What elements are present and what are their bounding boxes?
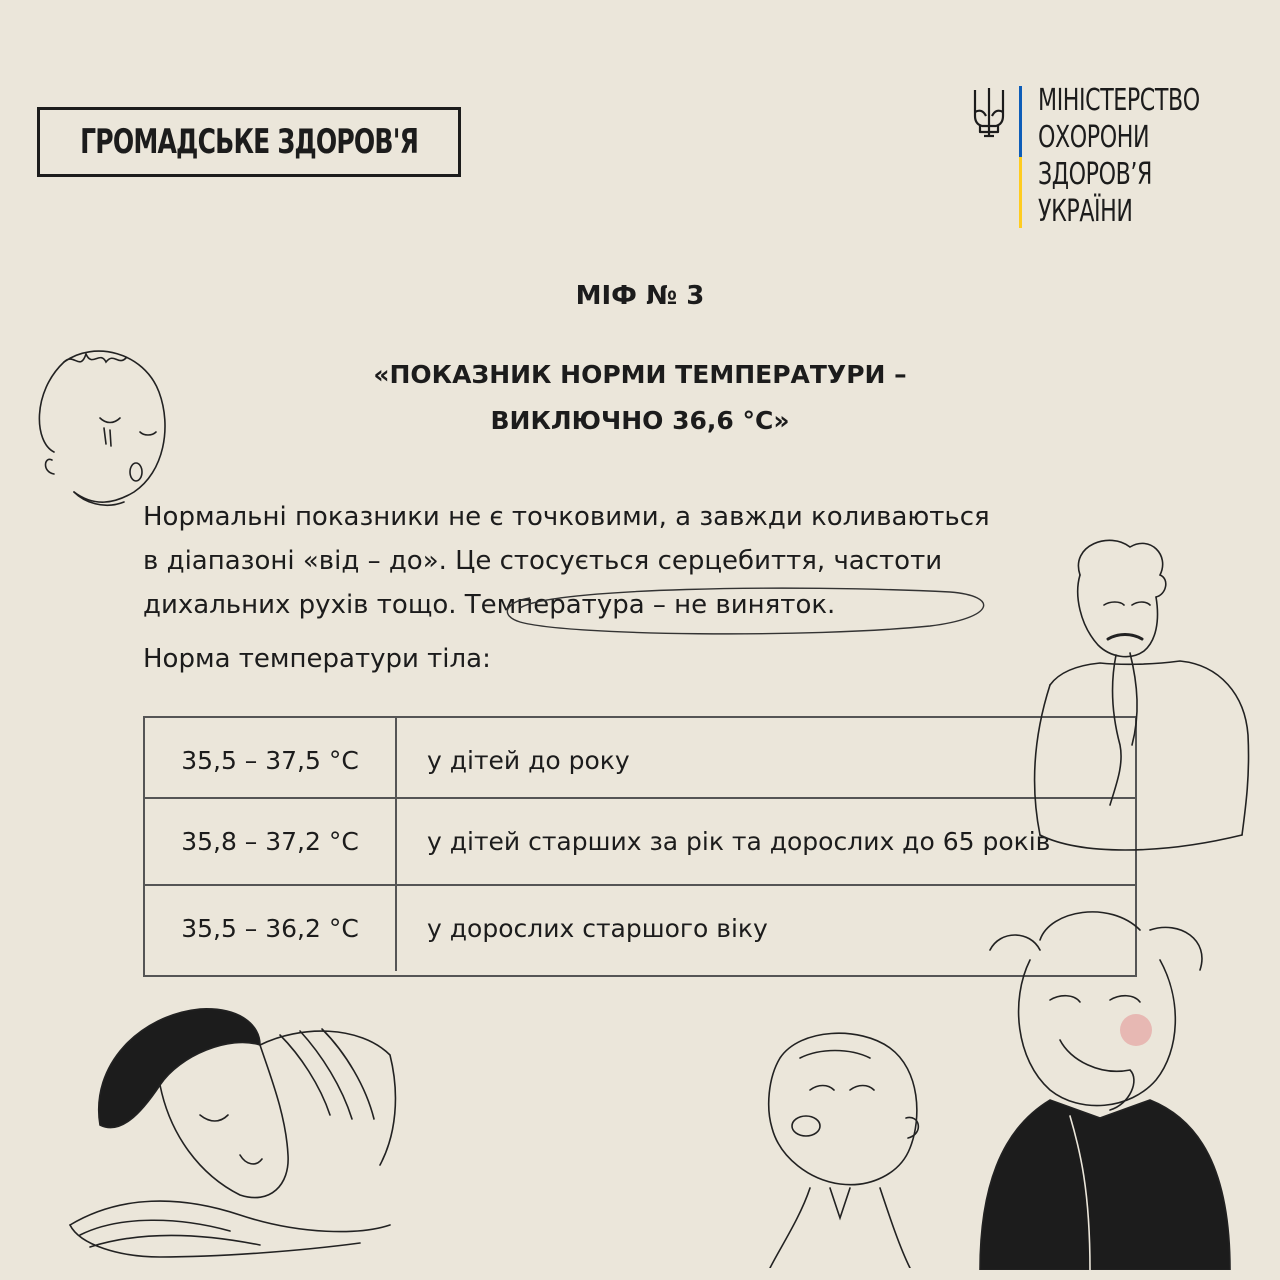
thinking-man-illustration bbox=[1020, 535, 1260, 865]
ministry-logo bbox=[972, 82, 1232, 232]
table-row bbox=[145, 718, 1135, 803]
trident-icon bbox=[972, 86, 1006, 138]
myth-label: МІФ № 3 bbox=[575, 281, 705, 311]
header-box bbox=[37, 107, 461, 177]
crying-baby-illustration bbox=[14, 332, 174, 512]
elderly-man-illustration bbox=[960, 890, 1260, 1270]
ministry-line: ОХОРОНИ bbox=[1038, 120, 1150, 155]
header-title: ГРОМАДСЬКЕ ЗДОРОВ'Я bbox=[80, 122, 418, 162]
table-row bbox=[145, 797, 1135, 884]
myth-quote bbox=[0, 352, 1280, 444]
range-cell: 35,8 – 37,2 °С bbox=[145, 799, 397, 884]
range-cell: 35,5 – 36,2 °С bbox=[145, 886, 397, 971]
sleeping-woman-illustration bbox=[60, 995, 400, 1265]
myth-quote-line: «ПОКАЗНИК НОРМИ ТЕМПЕРАТУРИ – bbox=[373, 360, 907, 389]
norm-label: Норма температури тіла: bbox=[143, 644, 491, 674]
myth-quote-line: ВИКЛЮЧНО 36,6 °С» bbox=[490, 406, 790, 435]
paragraph-line: в діапазоні «від – до». Це стосується серцебиття, частоти bbox=[143, 546, 943, 576]
description-cell: у дітей до року bbox=[427, 746, 630, 775]
paragraph-line: Нормальні показники не є точковими, а завжди коливаються bbox=[143, 502, 990, 532]
description-cell: у дітей старших за рік та дорослих до 65 років bbox=[427, 827, 1051, 856]
ministry-line: ЗДОРОВ’Я bbox=[1038, 157, 1152, 192]
ministry-line: УКРАЇНИ bbox=[1038, 194, 1133, 229]
ministry-name bbox=[1038, 82, 1200, 230]
highlight-ellipse bbox=[490, 578, 1000, 642]
ministry-flag-bar bbox=[1019, 86, 1022, 228]
crying-child-illustration bbox=[740, 1018, 940, 1268]
paragraph-line: дихальних рухів тощо. Температура – не виняток. bbox=[143, 590, 836, 620]
ministry-line: МІНІСТЕРСТВО bbox=[1038, 83, 1200, 118]
range-cell: 35,5 – 37,5 °С bbox=[145, 718, 397, 803]
description-cell: у дорослих старшого віку bbox=[427, 914, 768, 943]
